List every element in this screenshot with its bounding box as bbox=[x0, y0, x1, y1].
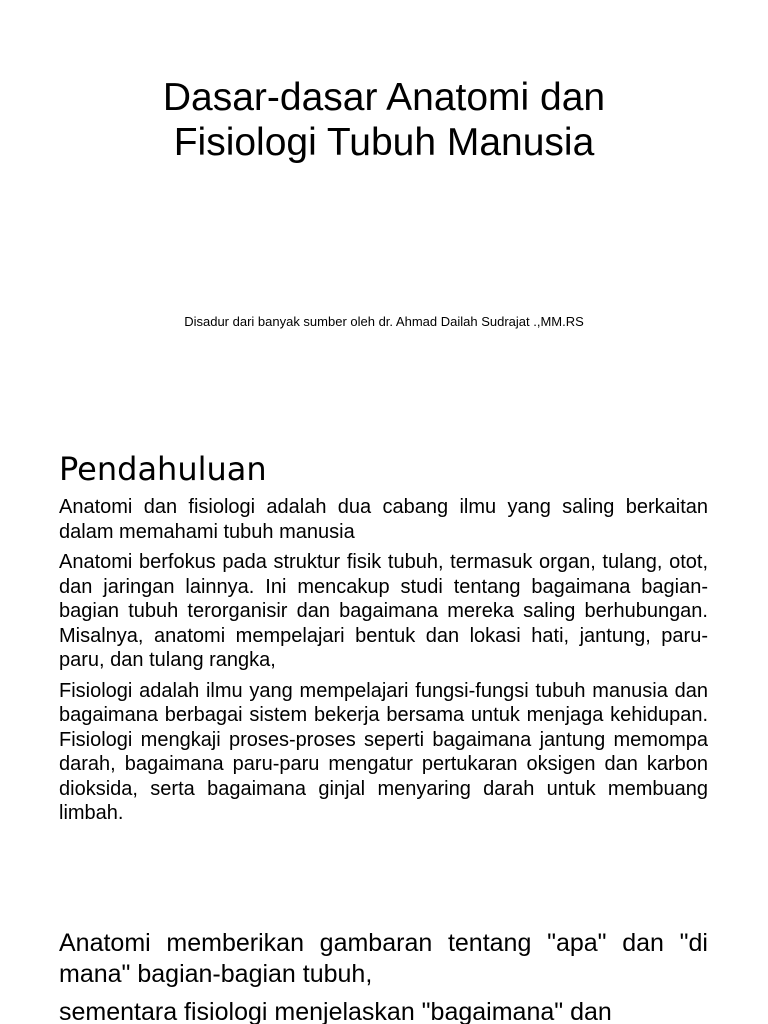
summary-paragraph: Anatomi memberikan gambaran tentang "apa" dan "di mana" bagian-bagian tubuh, bbox=[59, 929, 708, 988]
intro-slide bbox=[0, 425, 768, 905]
paragraph: Fisiologi adalah ilmu yang mempelajari fungsi-fungsi tubuh manusia dan bagaimana berbagai sistem bekerja bersama untuk menjaga kehidupan. Fisiologi mengkaji proses-proses seperti bagaimana jantung memompa darah, bagaimana paru-paru mengatur pertukaran oksigen dan karbon dioksida, serta bagaimana ginjal menyaring darah untuk membuang limbah. bbox=[59, 679, 708, 824]
summary-slide bbox=[0, 905, 768, 1024]
paragraph: Anatomi berfokus pada struktur fisik tubuh, termasuk organ, tulang, otot, dan jaringan lainnya. Ini mencakup studi tentang bagaimana bagian-bagian tubuh terorganisir dan bagaimana mereka saling berhubungan. Misalnya, anatomi mempelajari bentuk dan lokasi hati, jantung, paru-paru, dan tulang rangka, bbox=[59, 551, 708, 671]
paragraph: Anatomi dan fisiologi adalah dua cabang ilmu yang saling berkaitan dalam memahami tubuh manusia bbox=[59, 496, 708, 543]
summary-paragraph: sementara fisiologi menjelaskan "bagaimana" dan bbox=[59, 998, 612, 1024]
section-heading: Pendahuluan bbox=[59, 450, 267, 488]
cover-slide bbox=[0, 0, 768, 425]
intro-body bbox=[59, 495, 708, 832]
subtitle: Disadur dari banyak sumber oleh dr. Ahmad Dailah Sudrajat .,MM.RS bbox=[184, 314, 584, 329]
page-title bbox=[60, 75, 708, 165]
title-line-2: Fisiologi Tubuh Manusia bbox=[173, 121, 595, 164]
title-line-1: Dasar-dasar Anatomi dan bbox=[162, 76, 606, 119]
